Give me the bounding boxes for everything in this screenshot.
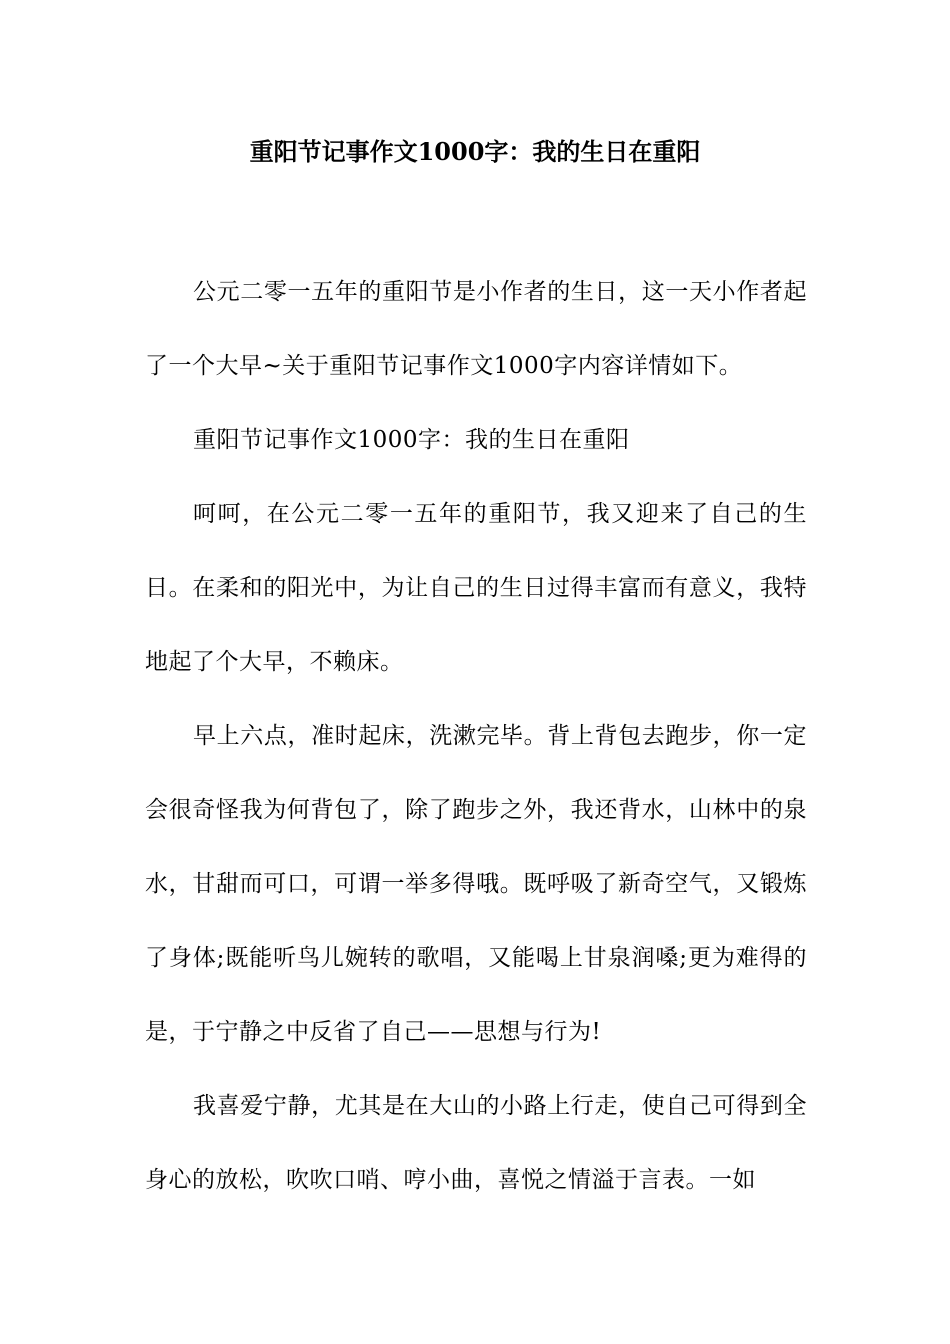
paragraph-subtitle: 重阳节记事作文1000字：我的生日在重阳 (193, 427, 630, 453)
paragraph-birthday: 呵呵，在公元二零一五年的重阳节，我又迎来了自己的生日。在柔和的阳光中，为让自己的生日过得丰富而有意义，我特地起了个大早，不赖床。 (145, 501, 807, 675)
document-title: 重阳节记事作文1000字：我的生日在重阳 (249, 137, 701, 166)
paragraph-quiet-walk: 我喜爱宁静，尤其是在大山的小路上行走，使自己可得到全身心的放松，吹吹口哨、哼小曲，喜悦之情溢于言表。一如 (145, 1093, 807, 1193)
paragraph-morning-run: 早上六点，准时起床，洗漱完毕。背上背包去跑步，你一定会很奇怪我为何背包了，除了跑步之外，我还背水，山林中的泉水，甘甜而可口，可谓一举多得哦。既呼吸了新奇空气，又锻炼了身体;既能听鸟儿婉转的歌唱，又能喝上甘泉润嗓;更为难得的是，于宁静之中反省了自己——思想与行为! (145, 723, 807, 1045)
paragraph-intro: 公元二零一五年的重阳节是小作者的生日，这一天小作者起了一个大早~关于重阳节记事作文1000字内容详情如下。 (145, 279, 807, 379)
document-body (145, 255, 807, 1217)
